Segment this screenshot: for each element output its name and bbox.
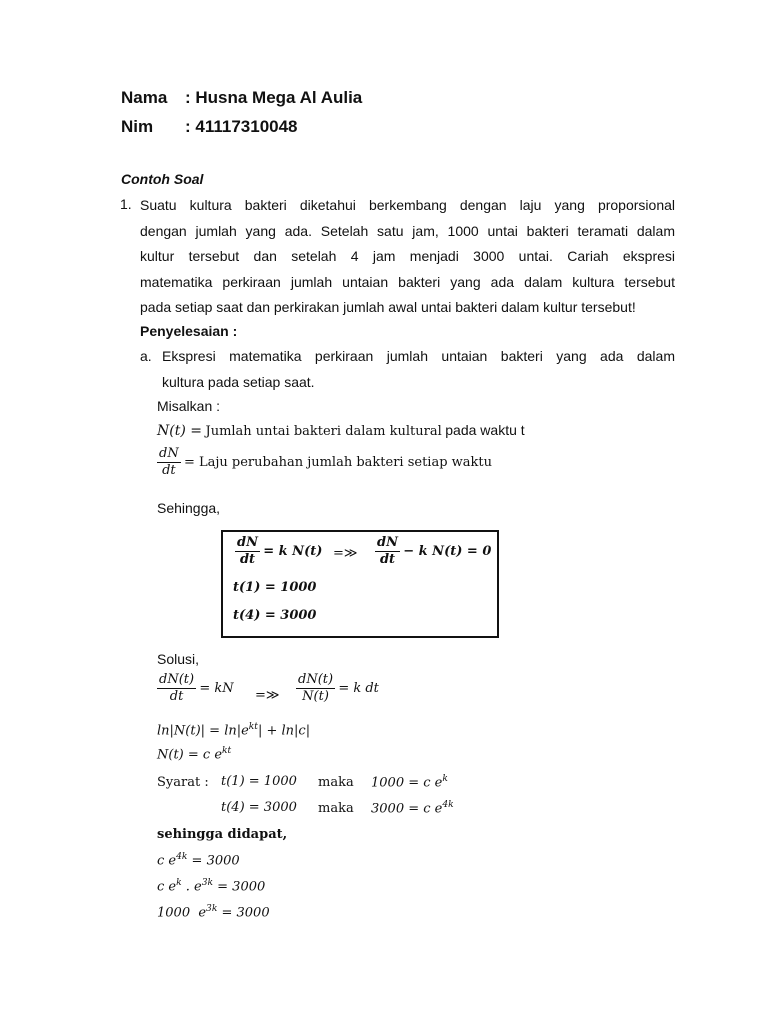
r1-main: c e (157, 853, 177, 869)
problem-line: kultur tersebut dan setelah 4 jam menjadi 3000 untai. Cariah ekspresi (140, 248, 675, 264)
definition-dn-dt (157, 447, 492, 479)
nim-label: Nim (121, 117, 154, 136)
syarat2-rhs-main: 3000 = c e (371, 801, 443, 817)
r2-tail: = 3000 (213, 879, 266, 895)
def2-fraction (157, 447, 181, 479)
s3-main: N(t) = c e (157, 747, 223, 763)
r2-sup2: 3k (201, 878, 214, 888)
syarat2-maka: maka (318, 801, 354, 816)
part-a-line: Ekspresi matematika perkiraan jumlah untaian bakteri yang ada dalam (162, 348, 675, 364)
part-a-label: a. (140, 348, 152, 364)
box-eq2-den: dt (379, 552, 396, 568)
syarat-label: Syarat : (157, 775, 209, 790)
syarat1-lhs: t(1) = 1000 (221, 774, 297, 789)
r3-tail: = 3000 (217, 905, 270, 921)
box-cond1: t(1) = 1000 (233, 580, 317, 595)
part-a-text (162, 344, 675, 395)
r3-main: 1000 e (157, 905, 207, 921)
box-eq2 (375, 536, 491, 568)
box-arrow: =≫ (333, 546, 358, 561)
solusi-label: Solusi, (157, 651, 200, 667)
box-eq2-fraction (375, 536, 400, 568)
syarat2-rhs (371, 800, 454, 816)
definition-n (157, 422, 525, 440)
def1-suffix: pada waktu t (445, 422, 525, 438)
solusi-eq2 (157, 722, 310, 738)
syarat1-maka: maka (318, 775, 354, 790)
def2-text: = Laju perubahan jumlah bakteri setiap waktu (183, 454, 493, 470)
s2-main: ln|N(t)| = ln|e (157, 723, 249, 739)
r1-tail: = 3000 (187, 853, 240, 869)
sehingga-label: Sehingga, (157, 500, 221, 516)
syarat1-rhs (371, 774, 448, 790)
def2-num: dN (157, 447, 181, 463)
r1-sup: 4k (176, 852, 188, 862)
def1-text: Jumlah untai bakteri dalam kultural (205, 424, 442, 439)
r3-sup: 3k (206, 904, 218, 914)
box-eq1-rhs: = k N(t) (263, 543, 323, 559)
s1-den: dt (169, 689, 184, 705)
box-eq1 (235, 536, 322, 568)
s1b-rhs: = k dt (338, 680, 379, 696)
result-eq3 (157, 904, 270, 920)
box-eq2-rhs: − k N(t) = 0 (403, 543, 492, 559)
s1-rhs: = kN (199, 680, 234, 696)
box-eq2-num: dN (375, 536, 400, 552)
nama-label: Nama (121, 88, 168, 107)
s1-fraction (157, 673, 196, 705)
box-eq1-den: dt (239, 552, 256, 568)
misalkan-label: Misalkan : (157, 398, 221, 414)
r2-mid: . e (181, 879, 202, 895)
part-a-line: kultura pada setiap saat. (162, 373, 315, 390)
problem-line: matematika perkiraan jumlah untaian bakteri yang ada dalam kultura tersebut (140, 273, 675, 290)
syarat1-sup: k (442, 774, 448, 784)
s1b-fraction (296, 673, 335, 705)
def1-math: N(t) = (157, 423, 202, 439)
problem-line: Suatu kultura bakteri diketahui berkembang dengan laju yang proporsional (140, 197, 675, 213)
problem-text (140, 193, 675, 321)
s1b-num: dN(t) (296, 673, 335, 689)
s2-sup: kt (248, 722, 258, 732)
result-eq2 (157, 878, 265, 894)
box-eq1-fraction (235, 536, 260, 568)
r2-main: c e (157, 879, 177, 895)
def2-den: dt (162, 463, 176, 479)
solusi-eq1b (296, 673, 379, 705)
box-cond2: t(4) = 3000 (233, 608, 317, 623)
equation-box (221, 530, 499, 638)
section-title: Contoh Soal (121, 171, 204, 187)
problem-line: pada setiap saat dan perkirakan jumlah awal untai bakteri dalam kultur tersebut! (140, 299, 636, 315)
solusi-eq3 (157, 746, 231, 762)
problem-number: 1. (120, 196, 132, 212)
s1-arrow: =≫ (255, 688, 280, 703)
s1b-den: N(t) (302, 689, 329, 705)
syarat1-rhs-main: 1000 = c e (371, 775, 443, 791)
didapat-label: sehingga didapat, (157, 827, 288, 842)
r2-sup: k (176, 878, 182, 888)
solution-title: Penyelesaian : (140, 323, 238, 339)
syarat2-lhs: t(4) = 3000 (221, 800, 297, 815)
syarat2-sup: 4k (442, 800, 454, 810)
problem-line: dengan jumlah yang ada. Setelah satu jam, 1000 untai bakteri teramati dalam (140, 222, 675, 239)
solusi-eq1 (157, 673, 234, 705)
result-eq1 (157, 852, 240, 868)
s1-num: dN(t) (157, 673, 196, 689)
s2-tail: | + ln|c| (257, 723, 311, 739)
s3-sup: kt (222, 746, 232, 756)
nim-value: : 41117310048 (185, 117, 298, 136)
box-eq1-num: dN (235, 536, 260, 552)
nama-value: : Husna Mega Al Aulia (185, 88, 363, 107)
